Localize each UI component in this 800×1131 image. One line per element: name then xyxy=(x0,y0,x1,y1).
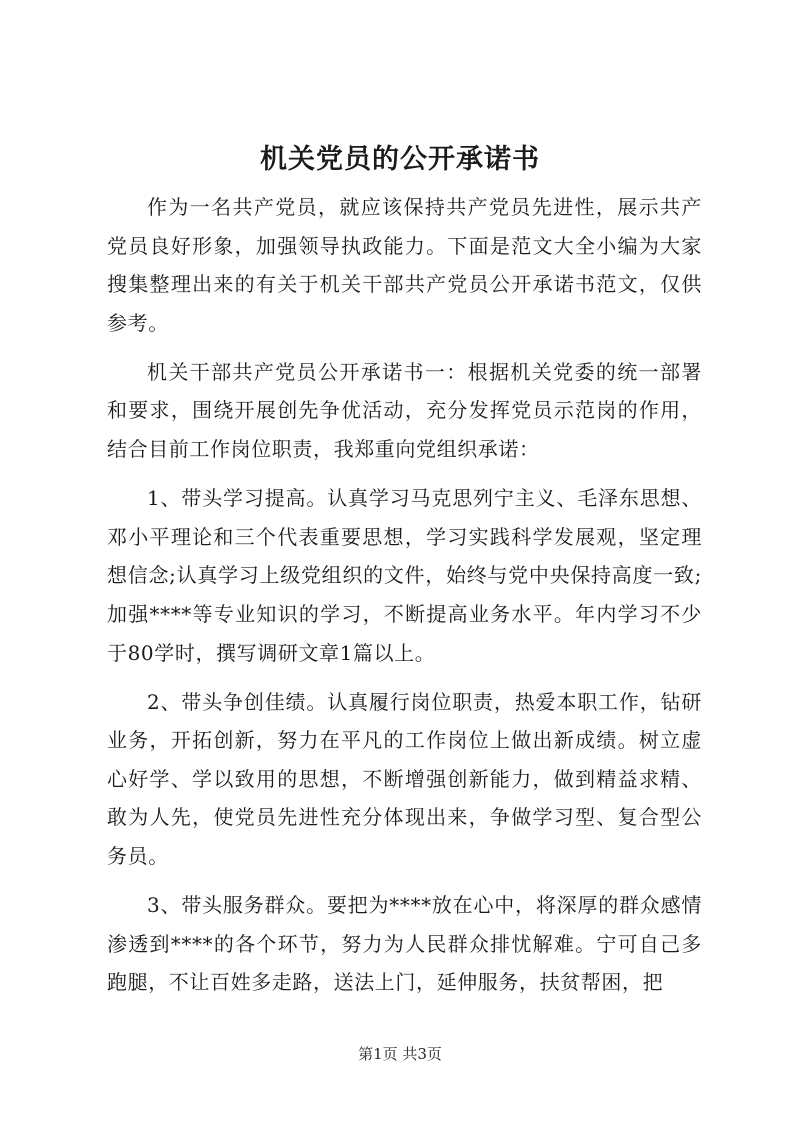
page-number-footer: 第1页 共3页 xyxy=(358,1045,442,1063)
paragraph-item-3: 3、带头服务群众。要把为****放在心中，将深厚的群众感情渗透到****的各个环节，努力为人民群众排忧解难。宁可自己多跑腿，不让百姓多走路，送法上门，延伸服务，扶贫帮困，把 xyxy=(107,893,702,995)
document-title: 机关党员的公开承诺书 xyxy=(260,144,540,175)
paragraph-item-1: 1、带头学习提高。认真学习马克思列宁主义、毛泽东思想、邓小平理论和三个代表重要思想，学习实践科学发展观，坚定理想信念;认真学习上级党组织的文件，始终与党中央保持高度一致;加强****等专业知识的学习，不断提高业务水平。年内学习不少于80学时，撰写调研文章1篇以上。 xyxy=(107,486,702,665)
paragraph-intro: 作为一名共产党员，就应该保持共产党员先进性，展示共产党员良好形象，加强领导执政能力。下面是范文大全小编为大家搜集整理出来的有关于机关干部共产党员公开承诺书范文，仅供参考。 xyxy=(107,195,702,335)
paragraph-item-2: 2、带头争创佳绩。认真履行岗位职责，热爱本职工作，钻研业务，开拓创新，努力在平凡的工作岗位上做出新成绩。树立虚心好学、学以致用的思想，不断增强创新能力，做到精益求精、敢为人先，使党员先进性充分体现出来，争做学习型、复合型公务员。 xyxy=(107,689,702,868)
document-body xyxy=(107,188,702,1012)
paragraph-commitment-intro: 机关干部共产党员公开承诺书一：根据机关党委的统一部署和要求，围绕开展创先争优活动，充分发挥党员示范岗的作用，结合目前工作岗位职责，我郑重向党组织承诺： xyxy=(107,359,702,462)
